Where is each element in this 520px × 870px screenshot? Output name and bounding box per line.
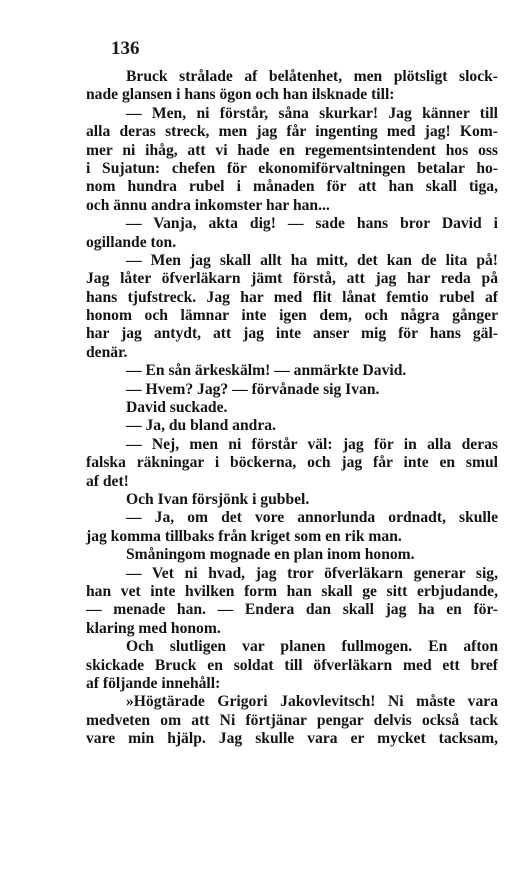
text-line: och ännu andra inkomster har han... xyxy=(86,196,330,214)
text-line: — Hvem? Jag? — förvånade sig Ivan. xyxy=(126,380,380,398)
text-line: »Högtärade Grigori Jakovlevitsch! Ni måste vara xyxy=(126,693,498,711)
body-text xyxy=(86,68,498,748)
text-line: falska räkningar i böckerna, och jag får inte en smul xyxy=(86,454,498,472)
text-line: Bruck strålade af belåtenhet, men plötsligt slock- xyxy=(126,68,498,85)
text-line: mer ni ihåg, att vi hade en regementsintendent hos oss xyxy=(86,141,498,159)
text-line: nom hundra rubel i månaden för att han skall tiga, xyxy=(86,178,498,196)
text-line: hans tjufstreck. Jag har med flit lånat femtio rubel af xyxy=(86,288,498,306)
text-line: honom och lämnar inte igen dem, och några gånger xyxy=(86,307,498,325)
text-line: af det! xyxy=(86,472,129,490)
text-line: Och Ivan försjönk i gubbel. xyxy=(126,490,310,508)
text-line: Småningom mognade en plan inom honom. xyxy=(126,546,415,564)
page-number: 136 xyxy=(111,38,140,59)
text-line: — Nej, men ni förstår väl: jag för in alla deras xyxy=(126,435,498,453)
text-line: har jag antydt, att jag inte anser mig för hans gäl- xyxy=(86,325,498,343)
text-line: medveten om att Ni förtjänar pengar delvis också tack xyxy=(86,711,498,729)
text-line: — Ja, du bland andra. xyxy=(126,417,276,435)
text-line: — Ja, om det vore annorlunda ordnadt, skulle xyxy=(126,509,498,527)
text-line: — Men, ni förstår, såna skurkar! Jag känner till xyxy=(126,104,498,122)
text-line: — Men jag skall allt ha mitt, det kan de lita på! xyxy=(126,251,498,269)
text-line: — menade han. — Endera dan skall jag ha en för- xyxy=(86,601,498,619)
text-line: skickade Bruck en soldat till öfverläkarn med ett bref xyxy=(86,656,498,674)
text-line: Och slutligen var planen fullmogen. En afton xyxy=(126,638,498,656)
text-line: — En sån ärkeskälm! — anmärkte David. xyxy=(126,362,407,380)
text-line: af följande innehåll: xyxy=(86,674,221,692)
text-line: jag komma tillbaks från kriget som en rik man. xyxy=(86,527,402,545)
text-line: klaring med honom. xyxy=(86,619,221,637)
text-line: denär. xyxy=(86,343,128,361)
text-line: i Sujatun: chefen för ekonomiförvaltningen betalar ho- xyxy=(86,159,498,177)
text-line: nade glansen i hans ögon och han ilsknade till: xyxy=(86,86,395,104)
text-line: David suckade. xyxy=(126,399,228,417)
text-line: — Vet ni hvad, jag tror öfverläkarn generar sig, xyxy=(126,564,498,582)
text-line: Jag låter öfverläkarn jämt förstå, att jag har reda på xyxy=(86,270,498,288)
text-line: vare min hjälp. Jag skulle vara er mycket tacksam, xyxy=(86,730,498,748)
text-line: ogillande ton. xyxy=(86,233,177,251)
text-line: han vet inte hvilken form han skall ge sitt erbjudande, xyxy=(86,582,498,600)
text-line: — Vanja, akta dig! — sade hans bror David i xyxy=(126,215,498,233)
text-line: alla deras streck, men jag får ingenting med jag! Kom- xyxy=(86,123,498,141)
